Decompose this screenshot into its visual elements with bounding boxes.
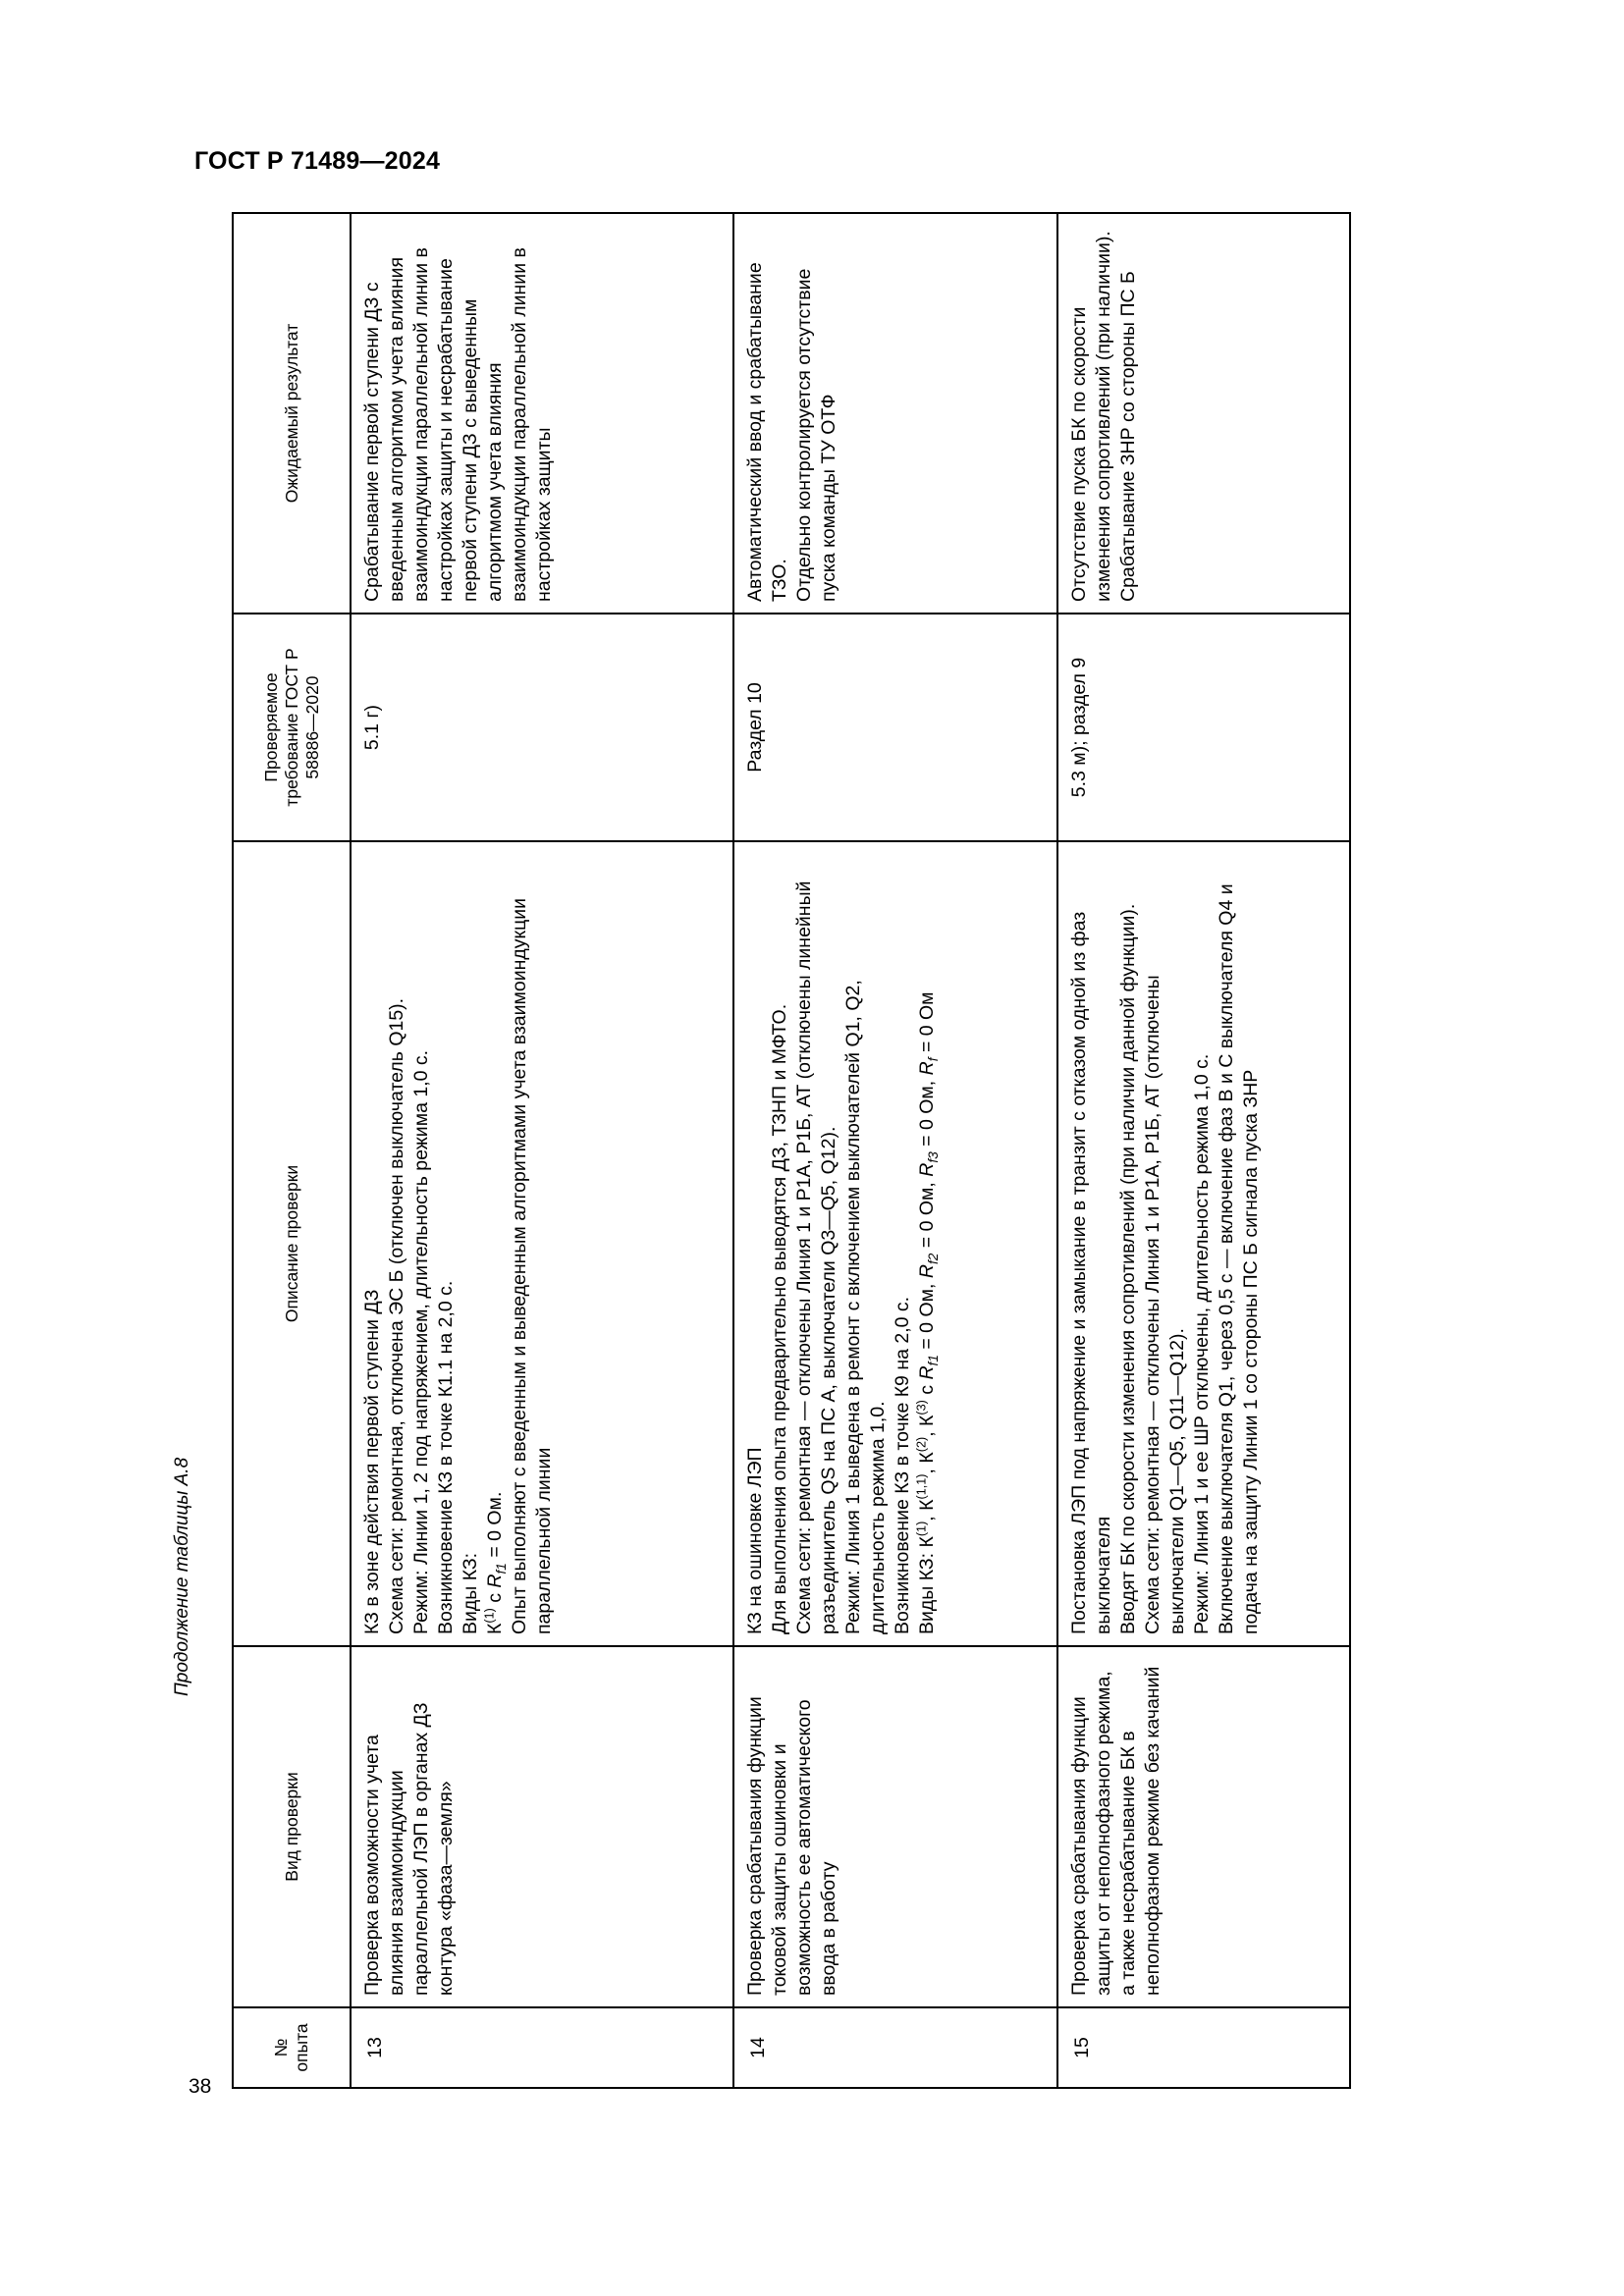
expected-line: Срабатывание ЗНР со стороны ПС Б <box>1116 271 1139 602</box>
description <box>733 841 1057 1646</box>
description-line: Для выполнения опыта предварительно выводятся ДЗ, ТЗНП и МФТО. <box>768 1003 790 1634</box>
document-code: ГОСТ Р 71489—2024 <box>194 147 441 175</box>
header-requirement: Проверяемое требование ГОСТ Р 58886—2020 <box>233 614 351 841</box>
expected-line: Отдельно контролируется отсутствие пуска команды ТУ ОТФ <box>792 268 839 602</box>
description-line: Режим: Линия 1 выведена в ремонт с включением выключателей Q1, Q2, длительность режима 1,0. <box>841 980 889 1634</box>
table-caption: Продолжение таблицы А.8 <box>172 1457 192 1696</box>
expected-line: Отсутствие пуска БК по скорости изменения сопротивлений (при наличии). <box>1068 231 1114 602</box>
description-line: Вводят БК по скорости изменения сопротивлений (при наличии данной функции). <box>1116 903 1139 1634</box>
description <box>351 841 733 1646</box>
table-header-row <box>233 213 351 2088</box>
header-description: Описание проверки <box>233 841 351 1646</box>
description-line: Возникновение КЗ в точке К1.1 на 2,0 с. <box>434 1280 457 1634</box>
test-number: 15 <box>1057 2007 1350 2088</box>
description-line: Схема сети: ремонтная — отключены Линия 1 и Р1А, Р1Б, АТ (отключены линейный разъединитель QS на ПС А, выключатели Q3—Q5, Q12). <box>792 881 839 1634</box>
header-expected-result: Ожидаемый результат <box>233 213 351 614</box>
rotated-table-container <box>232 214 1329 2089</box>
test-number: 14 <box>733 2007 1057 2088</box>
check-type: Проверка срабатывания функции токовой защиты ошиновки и возможность ее автоматического ввода в работу <box>733 1646 1057 2007</box>
description-line: Опыт выполняют с введенным и выведенным алгоритмами учета взаимоиндукции параллельной линии <box>508 897 555 1634</box>
table-row <box>733 213 1057 2088</box>
description-line: Возникновение КЗ в точке К9 на 2,0 с. <box>891 1296 913 1634</box>
expected-line: Автоматический ввод и срабатывание ТЗО. <box>744 262 790 602</box>
test-number: 13 <box>351 2007 733 2088</box>
requirement: Раздел 10 <box>733 614 1057 841</box>
header-test-number: № опыта <box>233 2007 351 2088</box>
table-row <box>1057 213 1350 2088</box>
description-line: Режим: Линии 1, 2 под напряжением, длительность режима 1,0 с. <box>409 1049 432 1634</box>
test-table <box>232 212 1351 2089</box>
description-line: КЗ в зоне действия первой ступени ДЗ <box>361 1289 383 1634</box>
expected-result <box>1057 213 1350 614</box>
description-line: КЗ на ошиновке ЛЭП <box>744 1447 766 1634</box>
requirement: 5.3 м); раздел 9 <box>1057 614 1350 841</box>
check-type: Проверка срабатывания функции защиты от неполнофазного режима, а также несрабатывание БК в неполнофазном режиме без качаний <box>1057 1646 1350 2007</box>
description <box>1057 841 1350 1646</box>
requirement: 5.1 г) <box>351 614 733 841</box>
check-type: Проверка возможности учета влияния взаимоиндукции параллельной ЛЭП в органах ДЗ контура «фаза—земля» <box>351 1646 733 2007</box>
fault-type-formula: Виды КЗ: $К^{(1)}$, К$^{(1,1)}$, $К^{(2)}$, $К^{(3)}$ с $R_{f1} = 0$ Ом, $R_{f2} = 0$ Ом, $R_{f3} = 0$ Ом, $R_f = 0$ Ом <box>914 991 941 1634</box>
fault-type-formula: $К^{(1)}$ с $R_{f1} = 0$ Ом. <box>482 1491 509 1634</box>
page-number: 38 <box>189 2075 212 2098</box>
description-line: Включение выключателя Q1, через 0,5 с — включение фаз В и С выключателя Q4 и подача на защиту Линии 1 со стороны ПС Б сигнала пуска ЗНР <box>1215 883 1262 1634</box>
header-check-type: Вид проверки <box>233 1646 351 2007</box>
expected-result: Срабатывание первой ступени ДЗ с введенным алгоритмом учета влияния взаимоиндукции параллельной линии в настройках защиты и несрабатывание первой ступени ДЗ с выведенным алгоритмом учета влияния взаимоиндукции параллельной линии в настройках защиты <box>351 213 733 614</box>
description-line: Режим: Линия 1 и ее ШР отключены, длительность режима 1,0 с. <box>1190 1053 1213 1634</box>
description-line: Виды КЗ: <box>459 1552 481 1634</box>
description-line: Схема сети: ремонтная, отключена ЭС Б (отключен выключатель Q15). <box>385 997 407 1634</box>
expected-result <box>733 213 1057 614</box>
table-row <box>351 213 733 2088</box>
description-line: Схема сети: ремонтная — отключены Линия 1 и Р1А, Р1Б, АТ (отключены выключатели Q1—Q5, Q11—Q12). <box>1141 975 1188 1634</box>
description-line: Постановка ЛЭП под напряжение и замыкание в транзит с отказом одной из фаз выключателя <box>1068 911 1114 1634</box>
